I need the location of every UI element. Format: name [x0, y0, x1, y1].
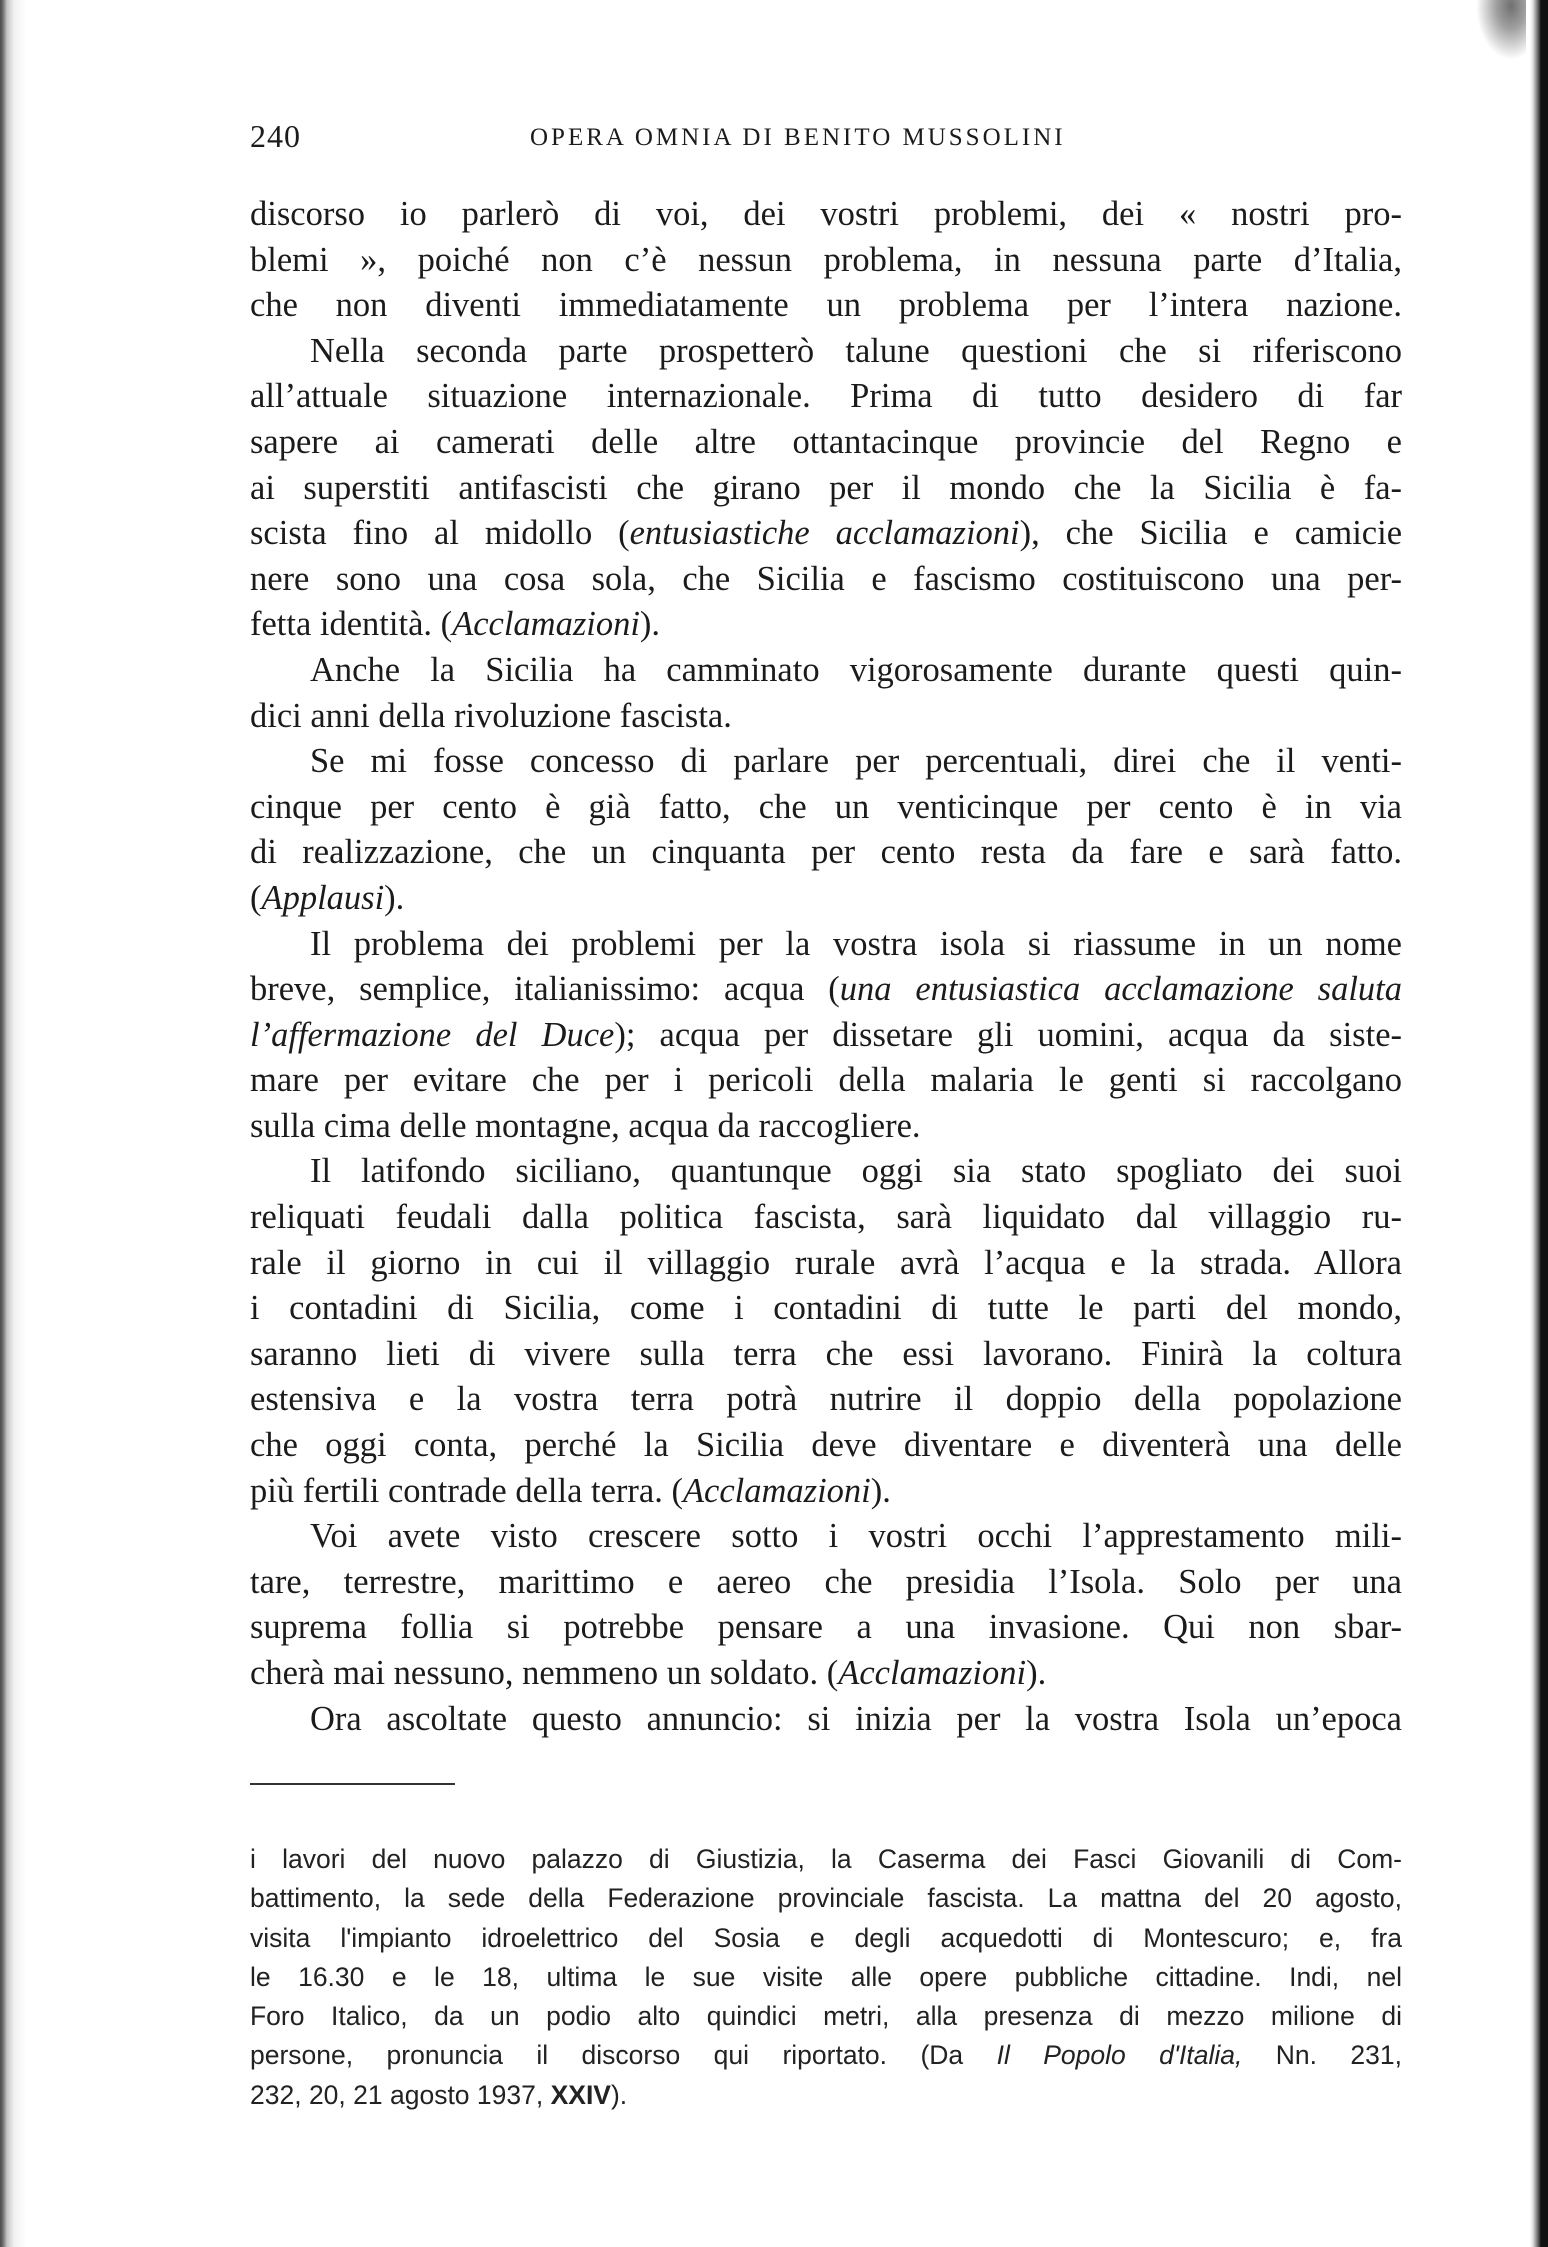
text-line	[250, 1469, 1402, 1515]
stage-direction: Applausi	[261, 878, 385, 917]
stage-direction: una entusiastica acclamazione saluta	[839, 970, 1402, 1009]
text-line	[250, 1651, 1402, 1697]
text-line: suprema follia si potrebbe pensare a una invasione. Qui non sbar-	[250, 1608, 1402, 1647]
footnote-run: 232, 20, 21 agosto 1937,	[250, 2079, 551, 2110]
text-line: rale il giorno in cui il villaggio rurale avrà l’acqua e la strada. Allora	[250, 1243, 1402, 1282]
scan-mark	[1476, 0, 1526, 60]
text-run: ).	[1026, 1654, 1047, 1692]
text-line: Ora ascoltate questo annuncio: si inizia per la vostra Isola un’epoca	[310, 1699, 1402, 1738]
footnote-line: battimento, la sede della Federazione provinciale fascista. La mattna del 20 agosto,	[250, 1883, 1402, 1914]
footnote-run: persone, pronuncia il discorso qui riportato. (Da	[250, 2040, 997, 2071]
text-line: sapere ai camerati delle altre ottantacinque provincie del Regno e	[250, 422, 1402, 461]
text-line: sulla cima delle montagne, acqua da raccogliere.	[250, 1106, 921, 1145]
text-line: ai superstiti antifascisti che girano per il mondo che la Sicilia è fa-	[250, 468, 1402, 507]
footnote-line: i lavori del nuovo palazzo di Giustizia, la Caserma dei Fasci Giovanili di Com-	[250, 1844, 1402, 1874]
text-line: Il latifondo siciliano, quantunque oggi sia stato spogliato dei suoi	[310, 1152, 1402, 1191]
text-line	[250, 1013, 1402, 1059]
page-header	[250, 118, 1400, 168]
footnote-run: Nn. 231,	[1242, 2040, 1402, 2071]
page-number: 240	[250, 118, 301, 154]
footnote-rule	[250, 1783, 455, 1785]
footnote-line: Foro Italico, da un podio alto quindici metri, alla presenza di mezzo milione di	[250, 2001, 1402, 2032]
text-run: scista fino al midollo (	[250, 514, 630, 553]
text-run: breve, semplice, italianissimo: acqua (	[250, 970, 840, 1009]
text-line: di realizzazione, che un cinquanta per cento resta da fare e sarà fatto.	[250, 833, 1402, 872]
stage-direction: Acclamazioni	[838, 1654, 1027, 1692]
text-line: mare per evitare che per i pericoli della malaria le genti si raccolgano	[250, 1061, 1402, 1100]
text-line: tare, terrestre, marittimo e aereo che presidia l’Isola. Solo per una	[250, 1562, 1402, 1601]
text-line: Se mi fosse concesso di parlare per percentuali, direi che il venti-	[310, 742, 1402, 781]
footnote-line: le 16.30 e le 18, ultima le sue visite alle opere pubbliche cittadine. Indi, nel	[250, 1961, 1402, 1992]
text-line	[250, 967, 1402, 1013]
text-line: Voi avete visto crescere sotto i vostri occhi l’apprestamento mili-	[310, 1517, 1402, 1556]
scan-edge-right	[1530, 0, 1548, 2247]
text-line: all’attuale situazione internazionale. Prima di tutto desidero di far	[250, 377, 1402, 416]
footnote-run: ).	[610, 2079, 628, 2110]
stage-direction: Acclamazioni	[682, 1471, 871, 1510]
text-line: cinque per cento è già fatto, che un venticinque per cento è in via	[250, 787, 1402, 826]
footnote-line	[250, 2036, 1402, 2075]
text-line: i contadini di Sicilia, come i contadini di tutte le parti del mondo,	[250, 1289, 1402, 1328]
text-line	[250, 602, 1402, 648]
stage-direction: Acclamazioni	[452, 605, 640, 644]
text-run: (	[250, 878, 262, 917]
text-line: discorso io parlerò di voi, dei vostri problemi, dei « nostri pro-	[250, 195, 1402, 233]
text-run: ).	[639, 605, 661, 644]
text-run: più fertili contrade della terra. (	[250, 1471, 683, 1510]
text-line: dici anni della rivoluzione fascista.	[250, 696, 732, 735]
footnote	[250, 1840, 1402, 2115]
footnote-line: visita l'impianto idroelettrico del Sosia e degli acquedotti di Montescuro; e, fra	[250, 1922, 1402, 1953]
text-line: Il problema dei problemi per la vostra isola si riassume in un nome	[310, 924, 1402, 963]
newspaper-title: Il Popolo d'Italia,	[996, 2040, 1243, 2071]
text-line: saranno lieti di vivere sulla terra che essi lavorano. Finirà la coltura	[250, 1334, 1402, 1373]
running-head: OPERA OMNIA DI BENITO MUSSOLINI	[530, 124, 1066, 151]
era-year: XXIV	[550, 2079, 611, 2110]
stage-direction: l’affermazione del Duce	[250, 1015, 615, 1054]
text-line: Anche la Sicilia ha camminato vigorosamente durante questi quin-	[310, 650, 1402, 689]
text-line: Nella seconda parte prospetterò talune questioni che si riferiscono	[310, 331, 1402, 370]
footnote-line	[250, 2076, 1402, 2115]
scan-edge-left	[0, 0, 26, 2247]
text-run: ); acqua per dissetare gli uomini, acqua da siste-	[614, 1015, 1402, 1054]
text-run: cherà mai nessuno, nemmeno un soldato. (	[250, 1654, 839, 1692]
text-line: che oggi conta, perché la Sicilia deve diventare e diventerà una delle	[250, 1426, 1402, 1465]
text-run: fetta identità. (	[250, 605, 453, 644]
text-run: ).	[870, 1471, 891, 1510]
text-line: che non diventi immediatamente un problema per l’intera nazione.	[250, 286, 1402, 325]
body-text	[250, 192, 1402, 1742]
text-run: ).	[384, 878, 405, 917]
text-run: ), che Sicilia e camicie	[1019, 514, 1402, 553]
text-line	[250, 511, 1402, 557]
text-line: reliquati feudali dalla politica fascista, sarà liquidato dal villaggio ru-	[250, 1198, 1402, 1237]
stage-direction: entusiastiche acclamazioni	[629, 514, 1020, 553]
text-line	[250, 876, 1402, 922]
text-line: estensiva e la vostra terra potrà nutrire il doppio della popolazione	[250, 1380, 1402, 1419]
text-line: nere sono una cosa sola, che Sicilia e fascismo costituiscono una per-	[250, 559, 1402, 598]
text-line: blemi », poiché non c’è nessun problema, in nessuna parte d’Italia,	[250, 240, 1402, 279]
